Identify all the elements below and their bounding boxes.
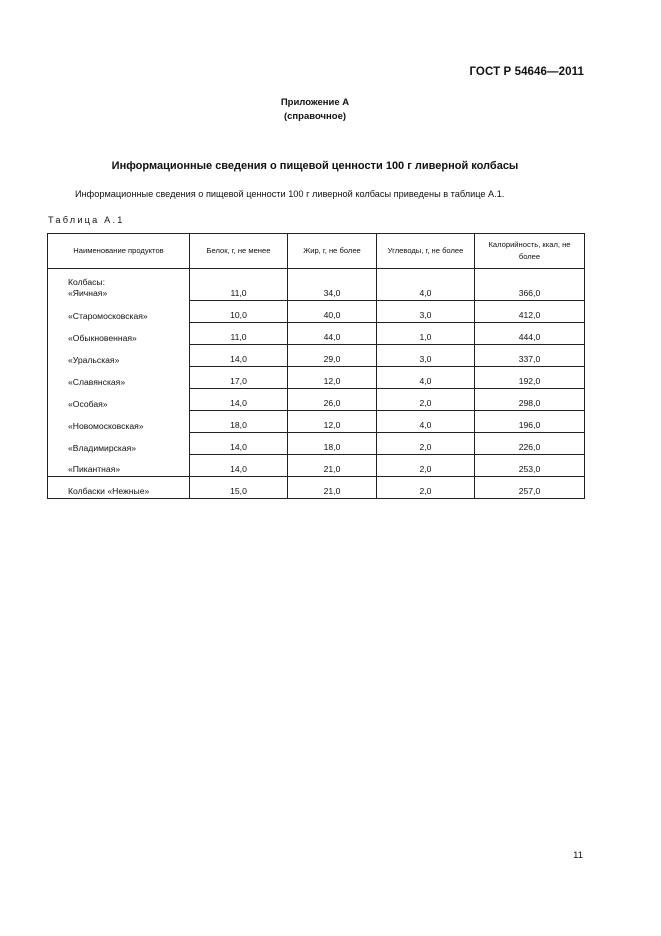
protein-value: 14,0	[190, 345, 288, 367]
product-name: «Старомосковская»	[48, 301, 190, 323]
carbs-value: 4,0	[377, 411, 475, 433]
carbs-value: 2,0	[377, 389, 475, 411]
section-heading: Информационные сведения о пищевой ценности 100 г ливерной колбасы	[111, 160, 519, 172]
nutrition-table	[47, 233, 585, 499]
product-name: «Владимирская»	[48, 433, 190, 455]
table-row	[48, 301, 585, 323]
table-header-row	[48, 234, 585, 269]
product-name: «Особая»	[48, 389, 190, 411]
appendix-subtitle: (справочное)	[283, 111, 347, 122]
table-row	[48, 455, 585, 477]
table-label: Таблица А.1	[48, 215, 125, 225]
carbs-value: 4,0	[377, 269, 475, 301]
group-label: Колбасы:	[68, 276, 105, 287]
kcal-value: 253,0	[475, 455, 585, 477]
table-row	[48, 269, 585, 301]
kcal-value: 192,0	[475, 367, 585, 389]
table-row	[48, 345, 585, 367]
fat-value: 29,0	[288, 345, 377, 367]
carbs-value: 2,0	[377, 455, 475, 477]
fat-value: 12,0	[288, 411, 377, 433]
table-row	[48, 389, 585, 411]
protein-value: 18,0	[190, 411, 288, 433]
protein-value: 10,0	[190, 301, 288, 323]
fat-value: 40,0	[288, 301, 377, 323]
fat-value: 26,0	[288, 389, 377, 411]
protein-value: 14,0	[190, 433, 288, 455]
kcal-value: 337,0	[475, 345, 585, 367]
product-name: Колбасы: «Яичная»	[48, 269, 190, 301]
protein-value: 17,0	[190, 367, 288, 389]
kcal-value: 444,0	[475, 323, 585, 345]
kcal-value: 257,0	[475, 477, 585, 499]
fat-value: 12,0	[288, 367, 377, 389]
appendix-title: Приложение А	[280, 97, 350, 108]
appendix-header	[0, 96, 630, 124]
fat-value: 34,0	[288, 269, 377, 301]
product-name: «Обыкновенная»	[48, 323, 190, 345]
carbs-value: 2,0	[377, 433, 475, 455]
table-row	[48, 477, 585, 499]
carbs-value: 2,0	[377, 477, 475, 499]
fat-value: 21,0	[288, 455, 377, 477]
protein-value: 11,0	[190, 323, 288, 345]
fat-value: 44,0	[288, 323, 377, 345]
product-name: «Пикантная»	[48, 455, 190, 477]
table-row	[48, 367, 585, 389]
page-number: 11	[573, 850, 583, 861]
protein-value: 14,0	[190, 389, 288, 411]
fat-value: 18,0	[288, 433, 377, 455]
table-row	[48, 433, 585, 455]
kcal-value: 298,0	[475, 389, 585, 411]
product-name: «Уральская»	[48, 345, 190, 367]
carbs-value: 1,0	[377, 323, 475, 345]
protein-value: 15,0	[190, 477, 288, 499]
kcal-value: 226,0	[475, 433, 585, 455]
column-header-kcal: Калорийность, ккал, не более	[475, 234, 585, 269]
protein-value: 11,0	[190, 269, 288, 301]
product-name: «Новомосковская»	[48, 411, 190, 433]
table-row	[48, 323, 585, 345]
kcal-value: 366,0	[475, 269, 585, 301]
column-header-protein: Белок, г, не менее	[190, 234, 288, 269]
kcal-value: 196,0	[475, 411, 585, 433]
column-header-fat: Жир, г, не более	[288, 234, 377, 269]
product-name: Колбаски «Нежные»	[48, 477, 190, 499]
product-name: «Славянская»	[48, 367, 190, 389]
intro-paragraph: Информационные сведения о пищевой ценности 100 г ливерной колбасы приведены в таблице А.1.	[75, 189, 505, 199]
carbs-value: 3,0	[377, 345, 475, 367]
carbs-value: 3,0	[377, 301, 475, 323]
kcal-value: 412,0	[475, 301, 585, 323]
protein-value: 14,0	[190, 455, 288, 477]
fat-value: 21,0	[288, 477, 377, 499]
column-header-product: Наименование продуктов	[48, 234, 190, 269]
table-row	[48, 411, 585, 433]
document-code: ГОСТ Р 54646—2011	[469, 66, 584, 78]
carbs-value: 4,0	[377, 367, 475, 389]
column-header-carbs: Углеводы, г, не более	[377, 234, 475, 269]
